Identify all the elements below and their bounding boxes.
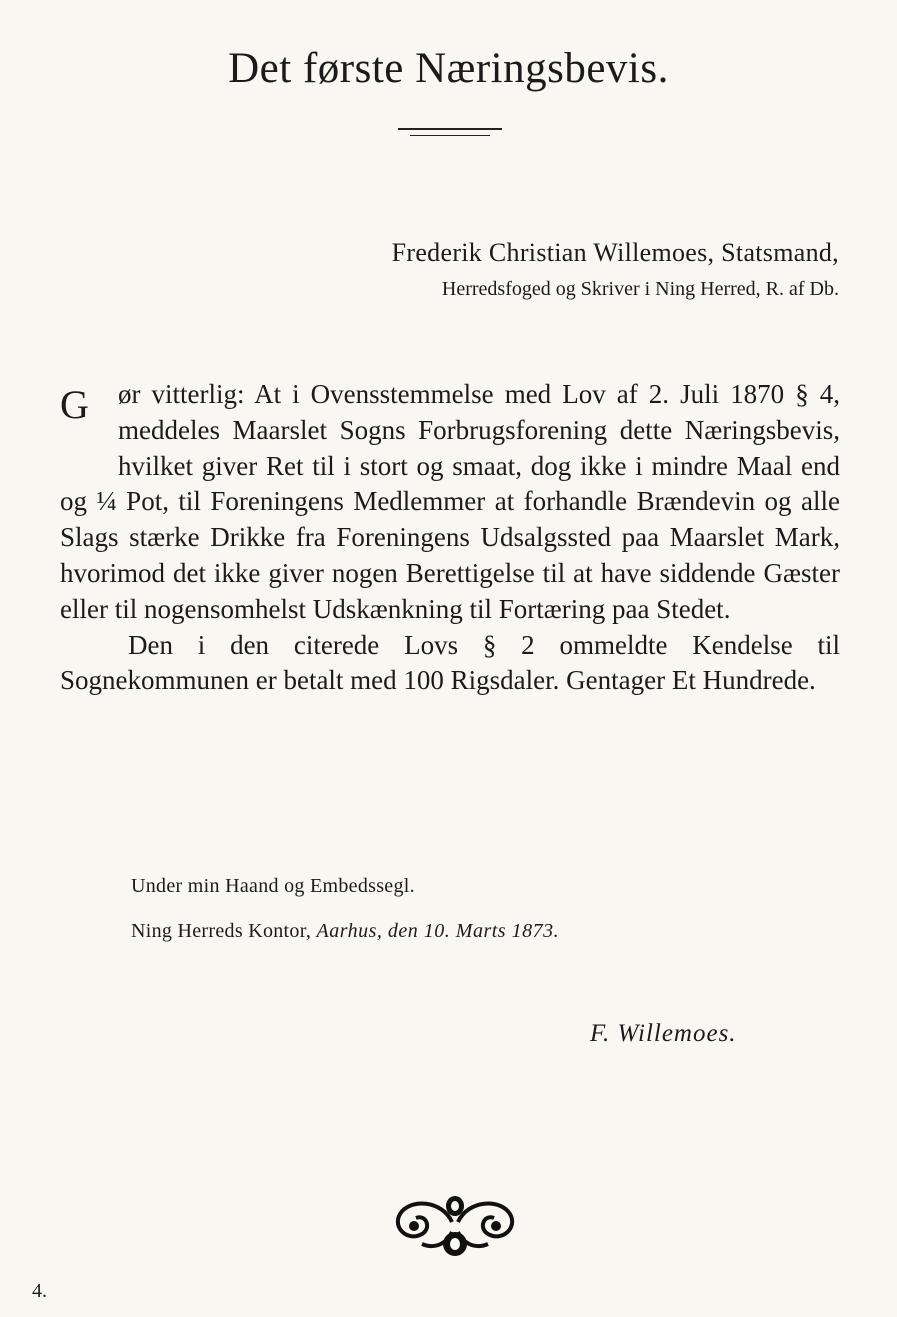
issuer-name: Frederik Christian Willemoes, Statsmand, [391, 238, 839, 267]
closing-line-2 [131, 920, 559, 943]
ornament-icon [392, 1192, 518, 1258]
page-number: 4. [32, 1280, 47, 1302]
signature: F. Willemoes. [590, 1020, 737, 1047]
drop-cap: G [60, 382, 89, 427]
body-text [60, 377, 840, 699]
closing-block [131, 875, 559, 965]
closing-place: Ning Herreds Kontor, [131, 920, 312, 942]
closing-date: Aarhus, den 10. Marts 1873. [316, 920, 560, 942]
title-divider [398, 128, 502, 140]
paragraph-2: Den i den citerede Lovs § 2 ommeldte Kendelse til Sognekommunen er betalt med 100 Rigsdaler. Gentager Et Hundrede. [60, 629, 840, 696]
paragraph-1 [60, 377, 840, 628]
issuer-block [392, 238, 839, 301]
page-title: Det første Næringsbevis. [228, 45, 669, 92]
issuer-office: Herredsfoged og Skriver i Ning Herred, R. af Db. [441, 278, 839, 300]
closing-line-1: Under min Haand og Embedssegl. [131, 875, 415, 897]
paragraph-1-text: ør vitterlig: At i Ovensstemmelse med Lov af 2. Juli 1870 § 4, meddeles Maarslet Sogns Forbrugsforening dette Næringsbevis, hvilket giver Ret til i stort og smaat, dog ikke i mindre Maal end og ¼ Pot, til Foreningens Medlemmer at forhandle Brændevin og alle Slags stærke Drikke fra Foreningens Udsalgssted paa Maarslet Mark, hvorimod det ikke giver nogen Berettigelse til at have siddende Gæster eller til nogensomhelst Udskænkning til Fortæring paa Stedet. [60, 379, 840, 624]
